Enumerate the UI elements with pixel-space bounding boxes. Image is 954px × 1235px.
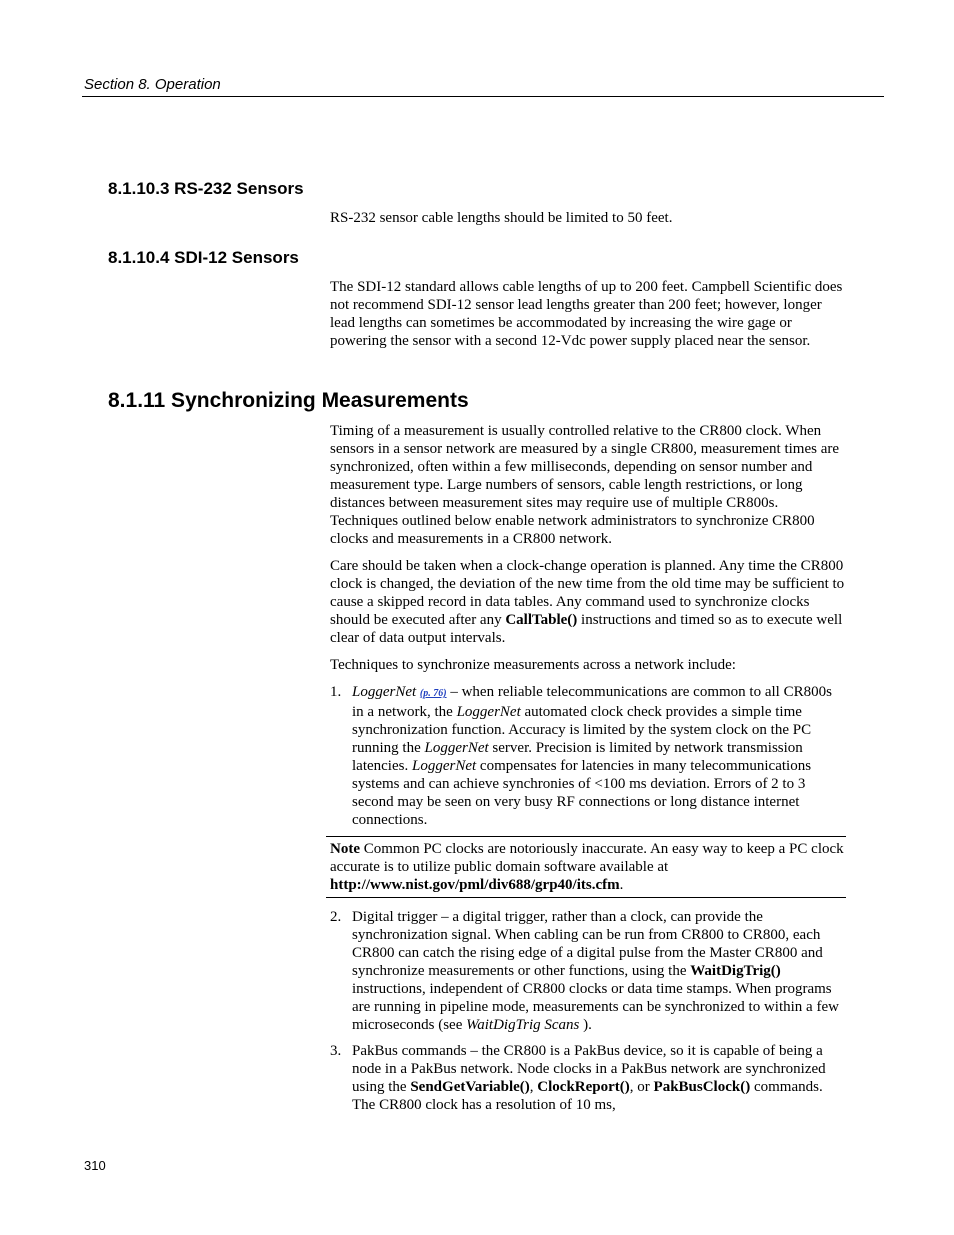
note-box: Note Common PC clocks are notoriously inaccurate. An easy way to keep a PC clock accurate is to utilize public domain software available at http://www.nist.gov/pml/div688/grp40/its.cfm.	[326, 836, 846, 898]
para-sync-2: Care should be taken when a clock-change operation is planned. Any time the CR800 clock is changed, the deviation of the new time from the old time may be sufficient to cause a skipped record in data tables. Any command used to synchronize clocks should be executed after any CallTable() instructions and timed so as to execute well clear of data output intervals.	[330, 558, 845, 646]
para-rs232: RS-232 sensor cable lengths should be limited to 50 feet.	[330, 210, 673, 226]
para-sdi12: The SDI-12 standard allows cable lengths of up to 200 feet. Campbell Scientific does not recommend SDI-12 sensor lead lengths greater than 200 feet; however, longer lead lengths can sometimes be accommodated by increasing the wire gage or powering the sensor with a second 12-Vdc power supply placed near the sensor.	[330, 279, 843, 349]
running-header: Section 8. Operation	[84, 76, 221, 93]
list-number: 3.	[330, 1043, 342, 1059]
page-reference-link[interactable]: (p. 76)	[419, 688, 447, 699]
nist-url: http://www.nist.gov/pml/div688/grp40/its.cfm	[330, 877, 620, 893]
calltable-instruction: CallTable()	[505, 612, 578, 628]
list-number: 1.	[330, 684, 342, 700]
list-number: 2.	[330, 909, 342, 925]
list-item-loggernet: 1. LoggerNet (p. 76) – when reliable telecommunications are common to all CR800s in a network, the LoggerNet automated clock check provides a simple time synchronization function. Accuracy is limited by the system clock on the PC running the LoggerNet server. Precision is limited by network transmission latencies. LoggerNet compensates for latencies in many telecommunications systems and can achieve synchronies of <100 ms deviation. Errors of 2 to 3 second may be seen on very busy RF connections or long distance internet connections.	[330, 684, 832, 828]
header-rule	[82, 96, 884, 97]
page-number: 310	[84, 1158, 106, 1173]
heading-synchronizing-measurements: 8.1.11 Synchronizing Measurements	[108, 389, 469, 412]
list-item-pakbus: 3. PakBus commands – the CR800 is a PakBus device, so it is capable of being a node in a PakBus network. Node clocks in a PakBus network are synchronized using the SendGetVariable(), ClockReport(), or PakBusClock() commands. The CR800 clock has a resolution of 10 ms,	[330, 1043, 826, 1113]
heading-sdi12-sensors: 8.1.10.4 SDI-12 Sensors	[108, 248, 299, 267]
para-sync-1: Timing of a measurement is usually controlled relative to the CR800 clock. When sensors in a sensor network are measured by a single CR800, measurement times are synchronized, often within a few milliseconds, depending on sensor number and measurement type. Large numbers of sensors, cable length restrictions, or long distances between measurement sites may require use of multiple CR800s. Techniques outlined below enable network administrators to synchronize CR800 clocks and measurements in a CR800 network.	[330, 423, 840, 547]
note-label: Note	[330, 841, 360, 857]
list-item-digital-trigger: 2. Digital trigger – a digital trigger, rather than a clock, can provide the synchronization signal. When cabling can be run from CR800 to CR800, each CR800 can catch the rising edge of a digital pulse from the Master CR800 and synchronize measurements or other functions, using the WaitDigTrig() instructions, independent of CR800 clocks or data time stamps. When programs are running in pipeline mode, measurements can be synchronized to within a few microseconds (see WaitDigTrig Scans ).	[330, 909, 839, 1033]
heading-rs232-sensors: 8.1.10.3 RS-232 Sensors	[108, 179, 304, 198]
para-sync-3: Techniques to synchronize measurements across a network include:	[330, 657, 736, 673]
